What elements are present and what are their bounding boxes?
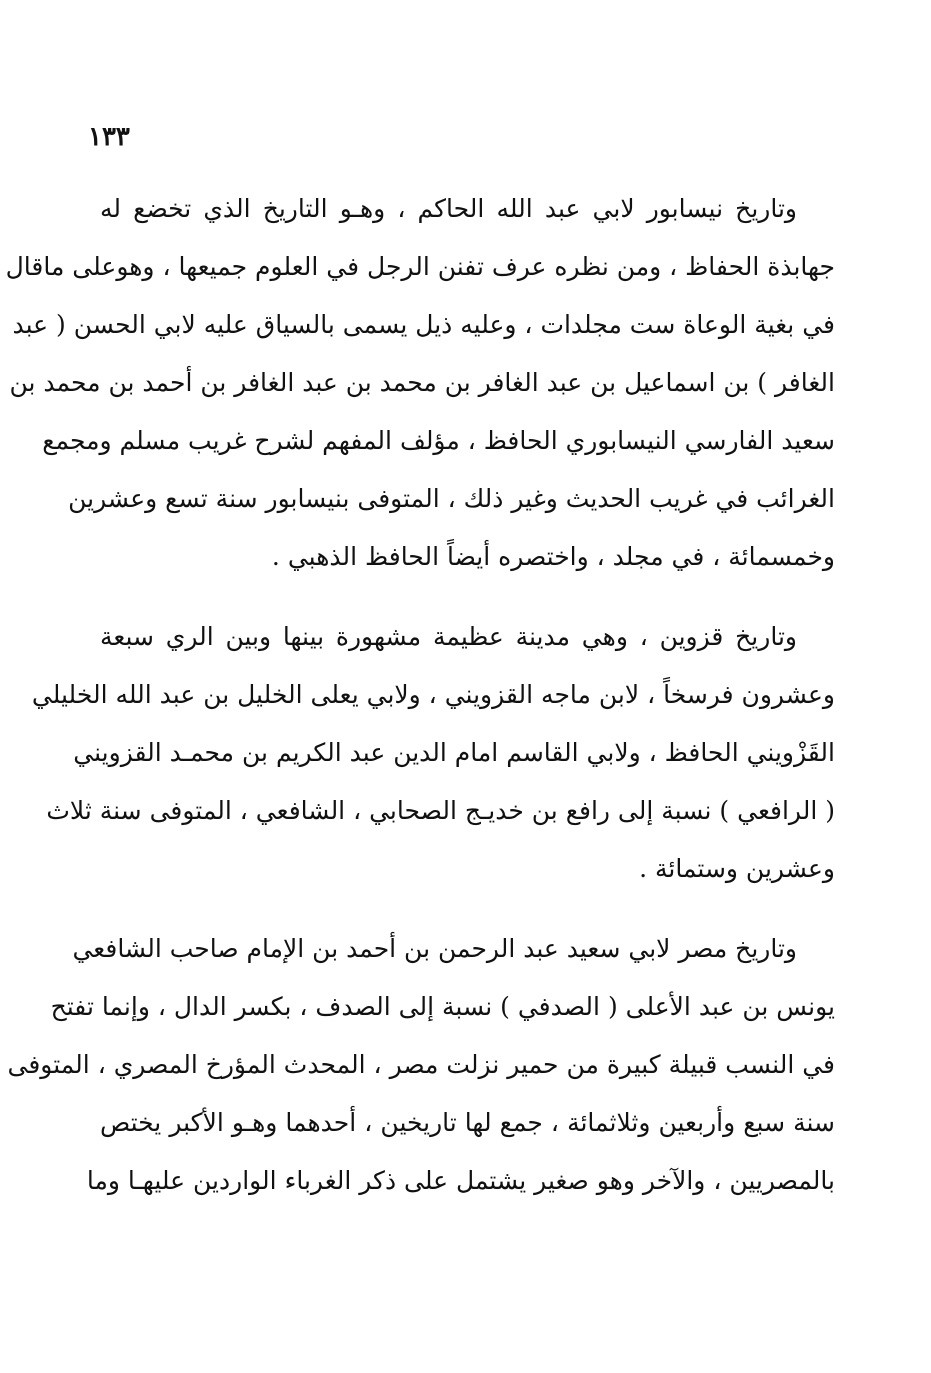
text-line: جهابذة الحفاظ ، ومن نظره عرف تفنن الرجل في العلوم جميعها ، وهوعلى ماقال [5,252,835,281]
text-line: سعيد الفارسي النيسابوري الحافظ ، مؤلف المفهم لشرح غريب مسلم ومجمع [42,426,835,455]
text-line: يونس بن عبد الأعلى ( الصدفي ) نسبة إلى الصدف ، بكسر الدال ، وإنما تفتح [50,992,835,1021]
text-line: في بغية الوعاة ست مجلدات ، وعليه ذيل يسمى بالسياق عليه لابي الحسن ( عبد [12,310,835,339]
text-line: وتاريخ قزوين ، وهي مدينة عظيمة مشهورة بينها وبين الري سبعة [100,622,797,651]
paragraph-gap [100,586,835,608]
text-line: وعشرون فرسخاً ، لابن ماجه القزويني ، ولابي يعلى الخليل بن عبد الله الخليلي [31,680,835,709]
paragraph-1 [5,180,835,586]
text-line: الغافر ) بن اسماعيل بن عبد الغافر بن محمد بن عبد الغافر بن أحمد بن محمد بن [9,368,835,397]
text-line: في النسب قبيلة كبيرة من حمير نزلت مصر ، المحدث المؤرخ المصري ، المتوفى [7,1050,835,1079]
text-line: القَزْويني الحافظ ، ولابي القاسم امام الدين عبد الكريم بن محمـد القزويني [73,738,835,767]
page-number: ١٣٣ [88,122,130,152]
paragraph-3 [7,920,835,1210]
text-line: وتاريخ مصر لابي سعيد عبد الرحمن بن أحمد بن الإمام صاحب الشافعي [72,934,797,963]
body-text [5,180,835,1210]
text-line: وعشرين وستمائة . [639,854,835,883]
text-line: وخمسمائة ، في مجلد ، واختصره أيضاً الحافظ الذهبي . [271,542,835,571]
text-line: سنة سبع وأربعين وثلاثمائة ، جمع لها تاريخين ، أحدهما وهـو الأكبر يختص [100,1108,835,1137]
paragraph-2 [31,608,835,898]
text-line: وتاريخ نيسابور لابي عبد الله الحاكم ، وهـو التاريخ الذي تخضع له [100,194,797,223]
text-line: ( الرافعي ) نسبة إلى رافع بن خديـج الصحابي ، الشافعي ، المتوفى سنة ثلاث [46,796,835,825]
paragraph-gap [100,898,835,920]
text-line: الغرائب في غريب الحديث وغير ذلك ، المتوفى بنيسابور سنة تسع وعشرين [68,484,835,513]
text-line: بالمصريين ، والآخر وهو صغير يشتمل على ذكر الغرباء الواردين عليهـا وما [86,1166,835,1195]
